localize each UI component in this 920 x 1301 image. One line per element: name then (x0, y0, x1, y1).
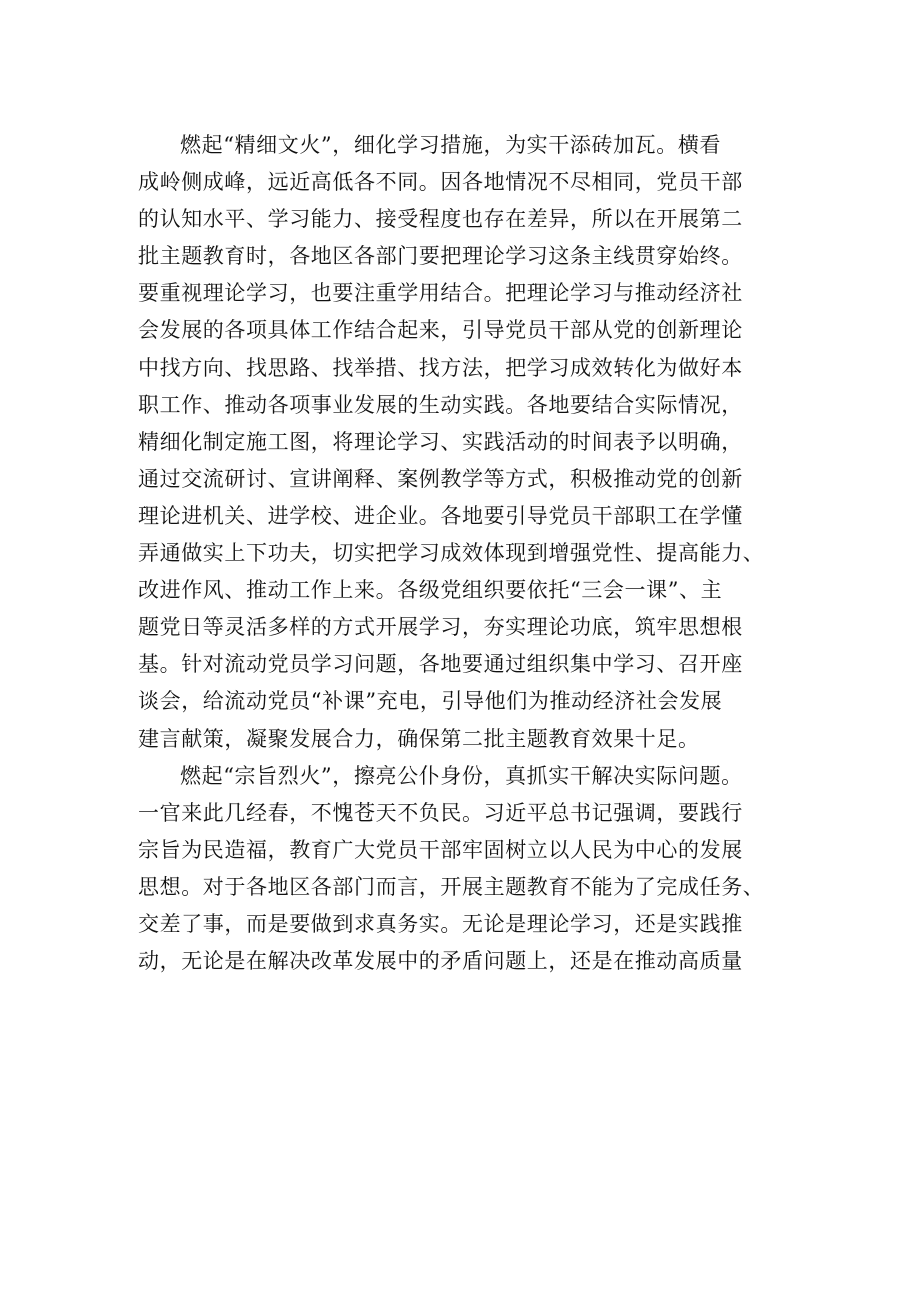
text-line: 燃起“精细文火”，细化学习措施，为实干添砖加瓦。横看 (180, 133, 722, 157)
text-line: 批主题教育时，各地区各部门要把理论学习这条主线贯穿始终。 (138, 244, 743, 269)
text-line: 宗旨为民造福，教育广大党员干部牢固树立以人民为中心的发展 (138, 837, 743, 862)
text-line: 中找方向、找思路、找举措、找方法，把学习成效转化为做好本 (138, 355, 743, 380)
text-line: 一官来此几经春，不愧苍天不负民。习近平总书记强调，要践行 (138, 800, 743, 825)
text-line: 成岭侧成峰，远近高低各不同。因各地情况不尽相同，党员干部 (138, 170, 743, 195)
text-line: 交差了事，而是要做到求真务实。无论是理论学习，还是实践推 (138, 911, 743, 936)
text-line: 理论进机关、进学校、进企业。各地要引导党员干部职工在学懂 (138, 503, 743, 528)
paragraph-2 (138, 758, 808, 981)
paragraph-1 (138, 127, 808, 758)
text-line: 要重视理论学习，也要注重学用结合。把理论学习与推动经济社 (138, 281, 743, 306)
text-line: 职工作、推动各项事业发展的生动实践。各地要结合实际情况， (138, 392, 743, 417)
text-line: 弄通做实上下功夫，切实把学习成效体现到增强党性、提高能力、 (138, 541, 765, 566)
text-line: 通过交流研讨、宣讲阐释、案例教学等方式，积极推动党的创新 (138, 466, 743, 491)
text-line: 动，无论是在解决改革发展中的矛盾问题上，还是在推动高质量 (138, 949, 743, 974)
text-line: 题党日等灵活多样的方式开展学习，夯实理论功底，筑牢思想根 (138, 615, 743, 640)
text-line: 改进作风、推动工作上来。各级党组织要依托“三会一课”、主 (138, 578, 723, 603)
document-body (138, 127, 808, 980)
text-line: 基。针对流动党员学习问题，各地要通过组织集中学习、召开座 (138, 652, 743, 677)
text-line: 精细化制定施工图，将理论学习、实践活动的时间表予以明确， (138, 429, 743, 454)
text-line: 燃起“宗旨烈火”，擦亮公仆身份，真抓实干解决实际问题。 (180, 763, 743, 788)
text-line: 思想。对于各地区各部门而言，开展主题教育不能为了完成任务、 (138, 874, 765, 899)
text-line: 的认知水平、学习能力、接受程度也存在差异，所以在开展第二 (138, 207, 743, 232)
text-line: 会发展的各项具体工作结合起来，引导党员干部从党的创新理论 (138, 318, 743, 343)
text-line: 建言献策，凝聚发展合力，确保第二批主题教育效果十足。 (138, 726, 700, 751)
text-line: 谈会，给流动党员“补课”充电，引导他们为推动经济社会发展 (138, 689, 723, 714)
